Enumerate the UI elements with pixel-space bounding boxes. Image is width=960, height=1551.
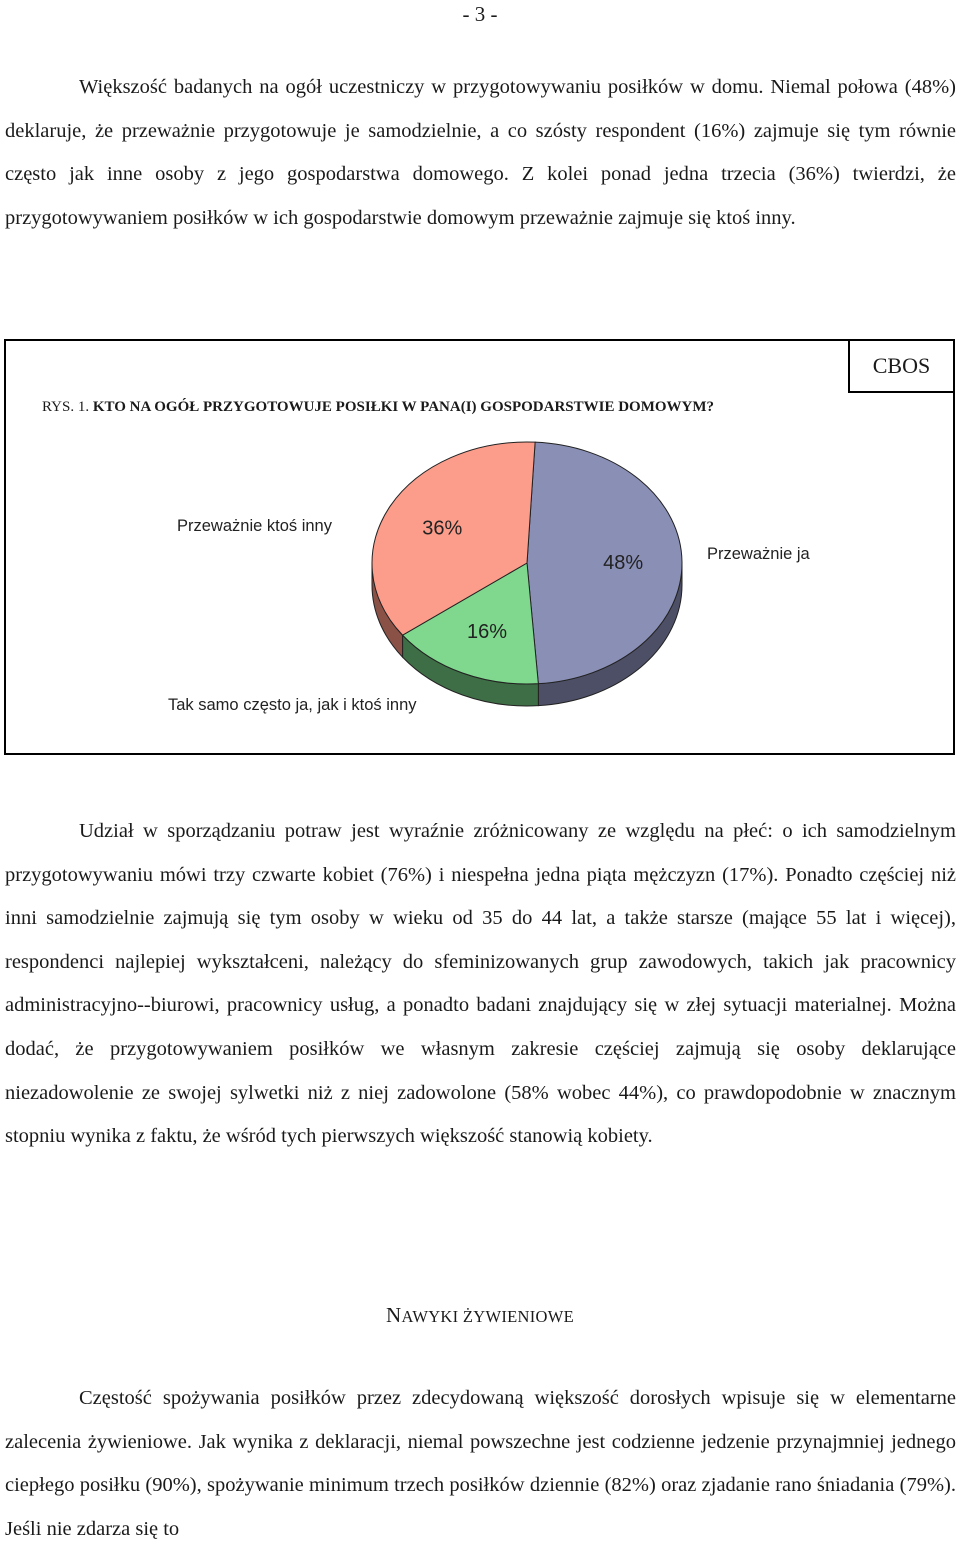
figure-frame	[4, 339, 955, 755]
figure-title-text: KTO NA OGÓŁ PRZYGOTOWUJE POSIŁKI W PANA(I) GOSPODARSTWIE DOMOWYM?	[92, 399, 715, 415]
pie-value-label-tak-samo-czesto-ja-jak-i-ktos-inny: 16%	[466, 621, 508, 644]
section-heading-rest: AWYKI ŻYWIENIOWE	[401, 1307, 574, 1326]
pie-value-label-przewaznie-ktos-inny: 36%	[422, 517, 463, 540]
figure-number: RYS. 1.	[42, 399, 90, 415]
source-label: CBOS	[848, 339, 955, 393]
pie-category-label-tak-samo-czesto-ja-jak-i-ktos-inny: Tak samo często ja, jak i ktoś inny	[168, 696, 417, 714]
page-number: - 3 -	[462, 2, 498, 26]
pie-chart	[6, 341, 953, 753]
section-heading-initial: N	[385, 1303, 402, 1327]
pie-category-label-przewaznie-ja: Przeważnie ja	[707, 545, 810, 563]
pie-category-label-przewaznie-ktos-inny: Przeważnie ktoś inny	[177, 517, 332, 535]
section-heading	[0, 1303, 960, 1328]
paragraph-habits: Częstość spożywania posiłków przez zdecydowaną większość dorosłych wpisuje się w elementarne zalecenia żywieniowe. Jak wynika z deklaracji, niemal powszechne jest codzienne jedzenie przynajmniej jednego ciepłego posiłku (90%), spożywanie minimum trzech posiłków dziennie (82%) oraz zjadanie rano śniadania (79%). Jeśli nie zdarza się to	[5, 1387, 956, 1540]
paragraph-gender: Udział w sporządzaniu potraw jest wyraźnie zróżnicowany ze względu na płeć: o ich samodzielnym przygotowywaniu mówi trzy czwarte kobiet (76%) i niespełna jedna piąta mężczyzn (17%). Ponadto częściej niż inni samodzielnie zajmują się tym osoby w wieku od 35 do 44 lat, a także starsze (mające 55 lat i więcej), respondenci najlepiej wykształceni, należący do sfeminizowanych grup zawodowych, takich jak pracownicy administracyjno--biurowi, pracownicy usług, a ponadto badani znajdujący się w złej sytuacji materialnej. Można dodać, że przygotowywaniem posiłków we własnym zakresie częściej zajmują się osoby deklarujące niezadowolenie ze swojej sylwetki niż z niej zadowolone (58% wobec 44%), co prawdopodobnie w znacznym stopniu wynika z faktu, że wśród tych pierwszych większość stanowią kobiety.	[5, 820, 956, 1148]
pie-value-label-przewaznie-ja: 48%	[603, 552, 644, 575]
paragraph-intro: Większość badanych na ogół uczestniczy w przygotowywaniu posiłków w domu. Niemal połowa (48%) deklaruje, że przeważnie przygotowuje je samodzielnie, a co szósty respondent (16%) zajmuje się tym równie często jak inne osoby z jego gospodarstwa domowego. Z kolei ponad jedna trzecia (36%) twierdzi, że przygotowywaniem posiłków w ich gospodarstwie domowym przeważnie zajmuje się ktoś inny.	[5, 76, 956, 229]
